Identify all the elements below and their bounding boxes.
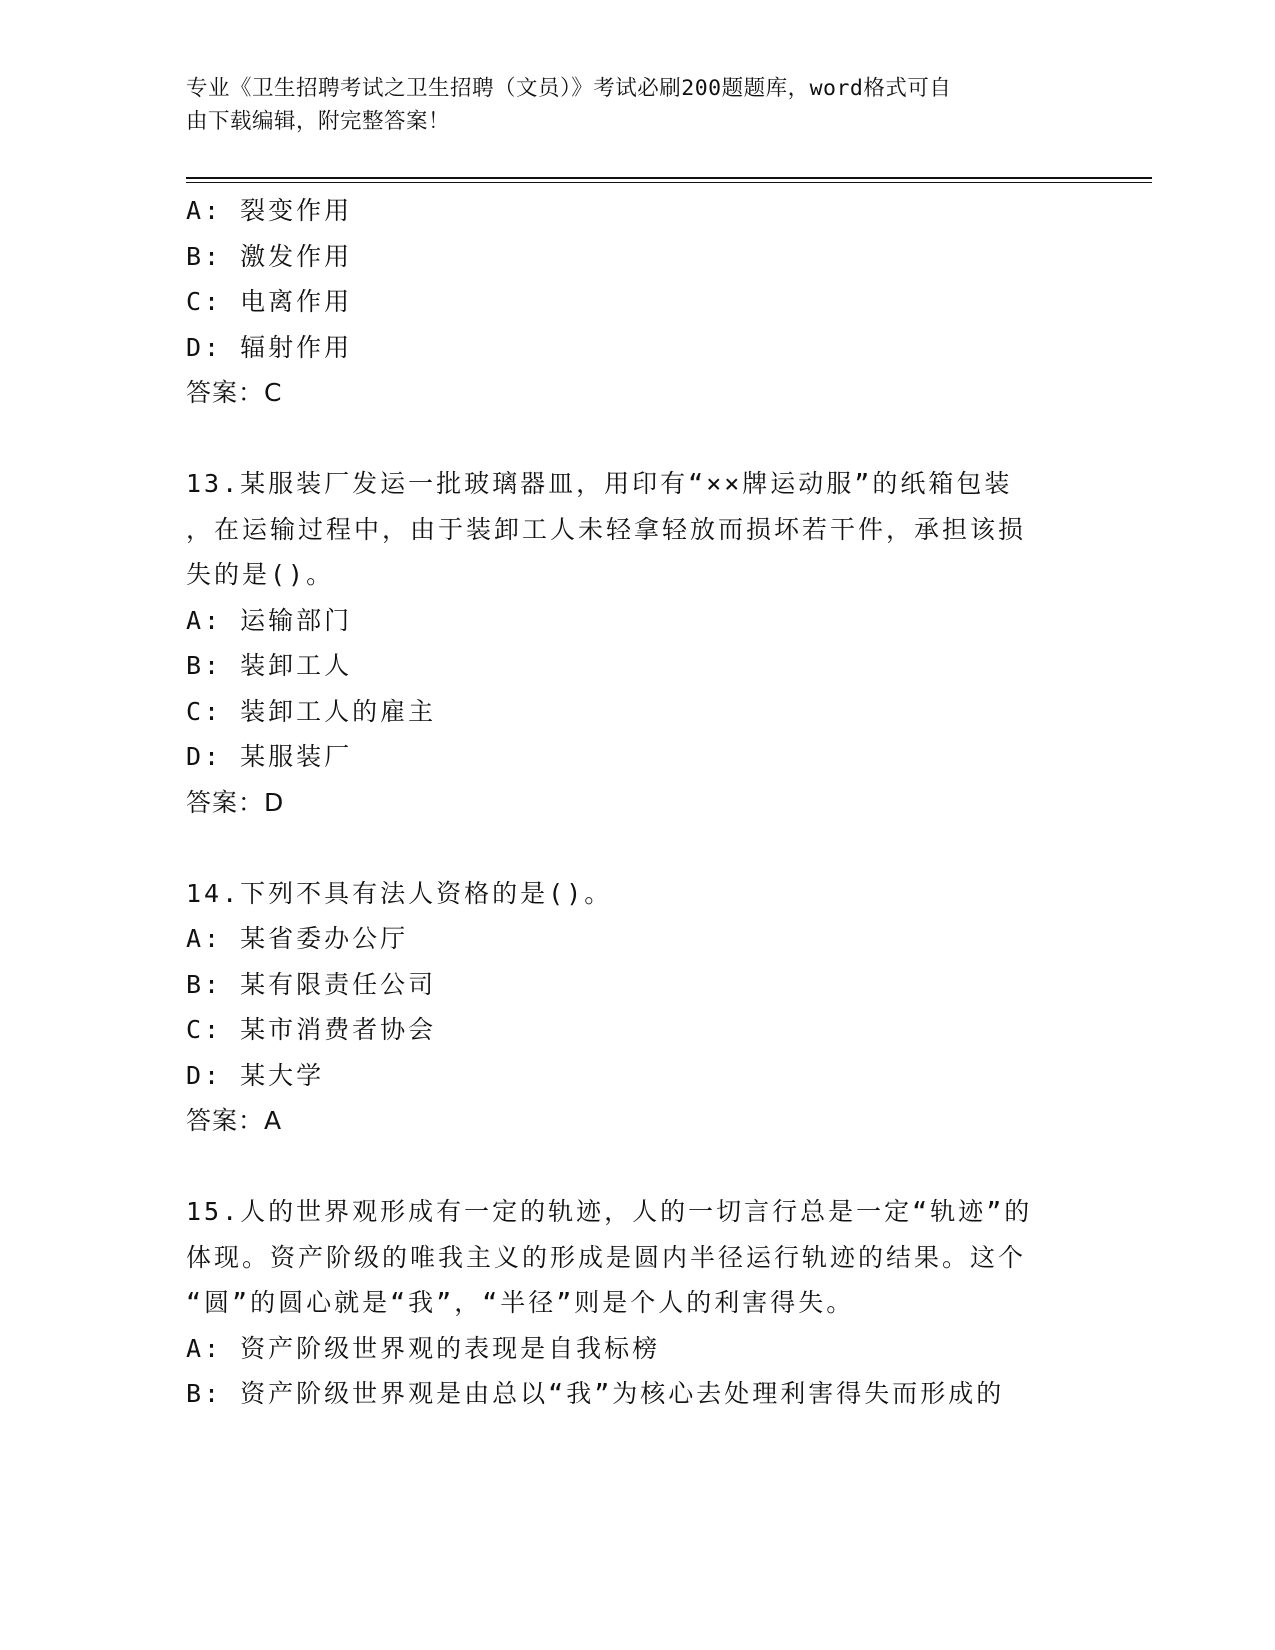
answer: 答案：C	[186, 378, 283, 407]
question-stem-line: 体现。资产阶级的唯我主义的形成是圆内半径运行轨迹的结果。这个	[186, 1242, 1027, 1272]
question-stem-line: 13.某服装厂发运一批玻璃器皿，用印有“××牌运动服”的纸箱包装	[186, 469, 1013, 498]
option-b: B: 某有限责任公司	[186, 969, 437, 999]
answer: 答案：A	[186, 1106, 283, 1135]
question-stem-line: 失的是()。	[186, 560, 335, 589]
option-b: B: 激发作用	[186, 241, 353, 271]
header-rule-thick	[186, 177, 1152, 179]
question-13	[186, 461, 1152, 825]
question-stem-line: ，在运输过程中，由于装卸工人未轻拿轻放而损坏若干件，承担该损	[186, 514, 1027, 544]
option-b: B: 资产阶级世界观是由总以“我”为核心去处理利害得失而形成的	[186, 1379, 1005, 1408]
option-a: A: 资产阶级世界观的表现是自我标榜	[186, 1333, 661, 1363]
header-title-line-1: 专业《卫生招聘考试之卫生招聘（文员）》考试必刷200题题库，word格式可自	[186, 76, 952, 101]
option-c: C: 某市消费者协会	[186, 1015, 437, 1044]
question-stem-line: “圆”的圆心就是“我”，“半径”则是个人的利害得失。	[186, 1288, 855, 1317]
option-d: D: 某大学	[186, 1060, 325, 1090]
option-d: D: 某服装厂	[186, 742, 353, 771]
option-b: B: 装卸工人	[186, 651, 353, 680]
header-title-line-2: 由下载编辑，附完整答案！	[186, 109, 451, 134]
option-a: A: 运输部门	[186, 605, 353, 635]
spacer	[186, 416, 1152, 462]
option-a: A: 裂变作用	[186, 196, 353, 225]
spacer	[186, 825, 1152, 871]
option-d: D: 辐射作用	[186, 332, 353, 362]
document-header	[186, 72, 1066, 138]
header-rule-thin	[186, 182, 1152, 183]
question-15	[186, 1189, 1152, 1417]
question-14	[186, 871, 1152, 1144]
option-c: C: 装卸工人的雇主	[186, 696, 437, 726]
question-stem-line: 14.下列不具有法人资格的是()。	[186, 878, 613, 908]
question-stem-line: 15.人的世界观形成有一定的轨迹，人的一切言行总是一定“轨迹”的	[186, 1197, 1033, 1226]
answer: 答案：D	[186, 787, 285, 817]
spacer	[186, 1144, 1152, 1190]
question-12	[186, 188, 1152, 416]
option-c: C: 电离作用	[186, 287, 353, 316]
option-a: A: 某省委办公厅	[186, 924, 409, 953]
question-list	[186, 188, 1152, 1417]
